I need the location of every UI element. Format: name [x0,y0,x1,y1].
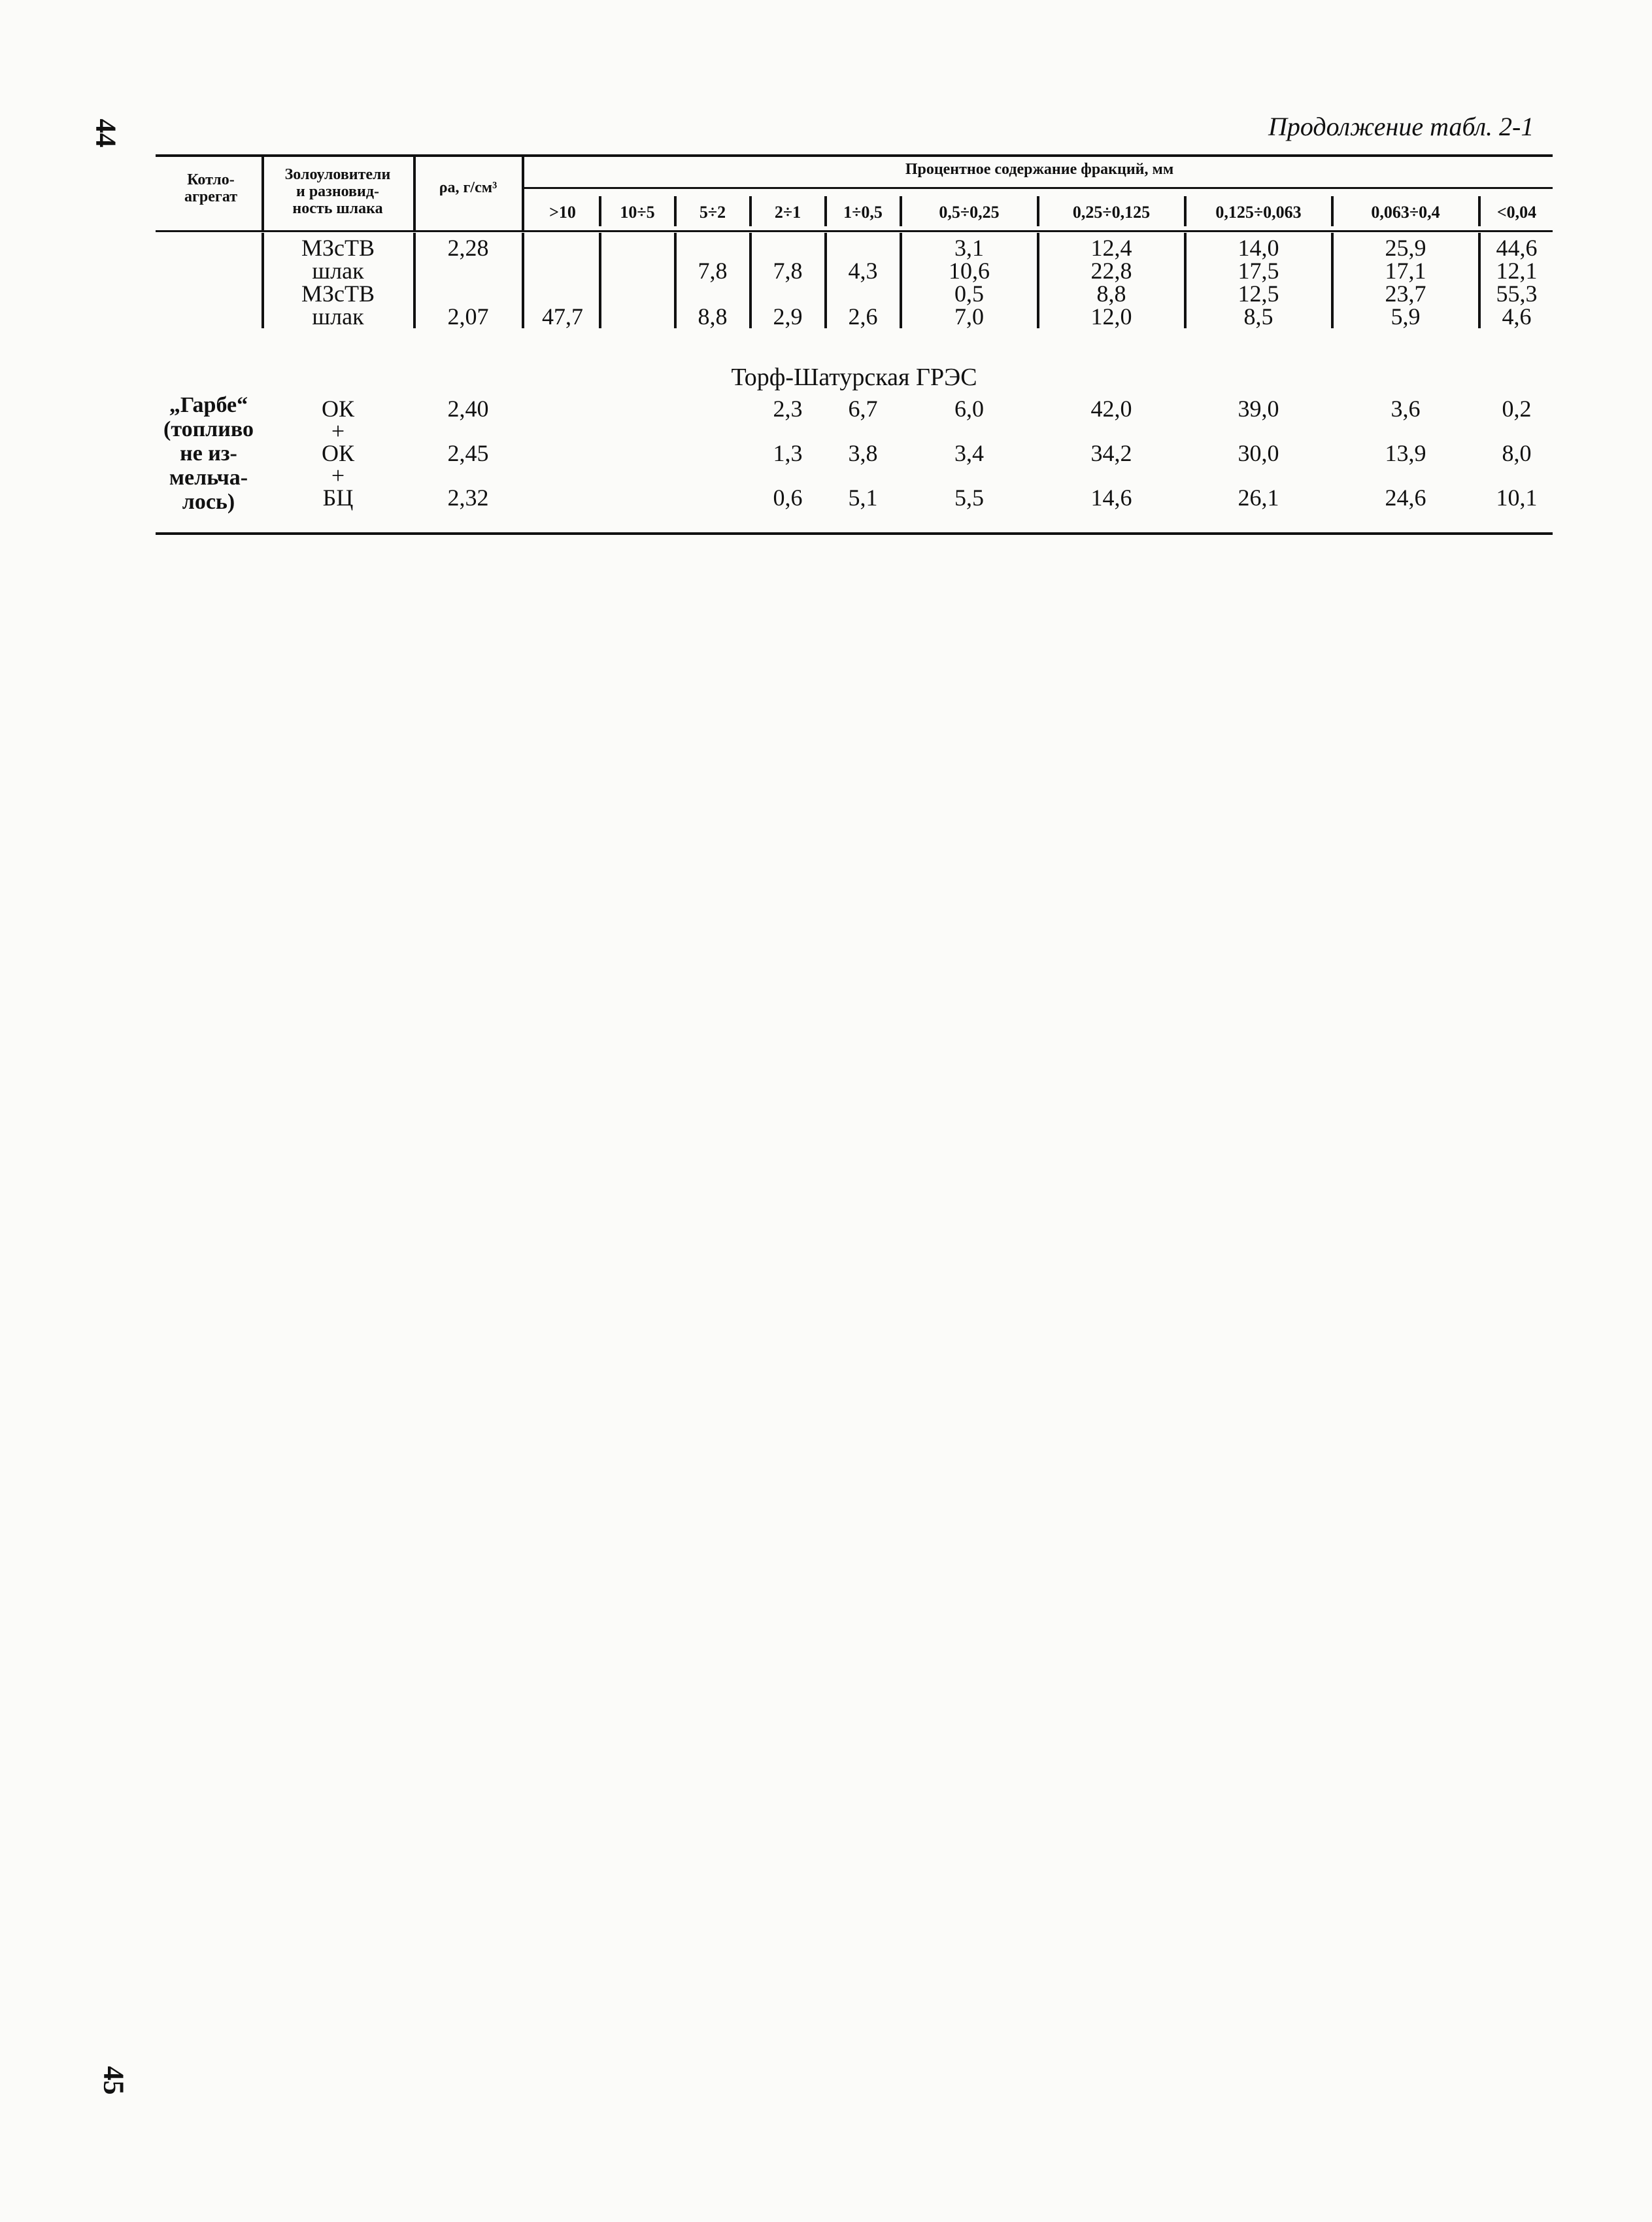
header-fraction-label: <0,04 [1496,203,1537,222]
column-divider [522,233,524,328]
header-fraction-divider [749,196,752,226]
header-fraction-label: 0,5÷0,25 [939,203,1000,222]
density-cell: 2,28 2,07 [447,235,489,330]
header-mid-rule [523,187,1553,189]
fraction-value-cell: 3,1 10,6 0,5 7,0 [949,235,990,330]
header-fraction-label: 0,25÷0,125 [1072,203,1151,222]
header-fraction-divider [1478,196,1481,226]
fraction-value-cell: 7,8 8,8 [698,258,728,330]
header-density: ρа, г/см³ [439,179,497,196]
header-fraction-divider [1037,196,1039,226]
header-fraction-label: 2÷1 [774,203,801,222]
header-fractions-title: Процентное содержание фракций, мм [905,161,1174,178]
fraction-value-cell: 14,0 17,5 12,5 8,5 [1238,235,1279,330]
header-fraction-divider [599,196,601,226]
continuation-caption: Продолжение табл. 2-1 [1268,112,1534,141]
fraction-value-cell: 25,9 17,1 23,7 5,9 [1385,235,1426,330]
header-fraction-label: >10 [549,203,576,222]
header-top-rule [156,154,1553,157]
header-fraction-divider [1331,196,1334,226]
fraction-value-cell: 7,8 2,9 [773,258,803,330]
header-column-divider [522,157,524,230]
fraction-value-cell: 3,6 13,9 24,6 [1385,396,1426,511]
header-fraction-divider [824,196,827,226]
page-number-bottom: 45 [97,2066,130,2095]
header-unit: Котло- агрегат [184,171,237,205]
fraction-value-cell: 44,6 12,1 55,3 4,6 [1496,235,1538,330]
collector-cell: МЗсТВ шлак МЗсТВ шлак [301,235,375,330]
header-fraction-label: 0,063÷0,4 [1371,203,1440,222]
fraction-value-cell: 2,3 1,3 0,6 [773,396,803,511]
fraction-value-cell: 47,7 [542,303,583,330]
fraction-value-cell: 4,3 2,6 [848,258,878,330]
header-fraction-divider [674,196,677,226]
column-divider [599,233,601,328]
header-collector: Золоуловители и разновид- ность шлака [284,166,391,217]
fraction-value-cell: 6,7 3,8 5,1 [848,396,878,511]
fraction-value-cell: 12,4 22,8 8,8 12,0 [1090,235,1132,330]
block-separator-rule [156,532,1553,535]
fraction-value-cell: 0,2 8,0 10,1 [1496,396,1538,511]
fraction-value-cell: 39,0 30,0 26,1 [1238,396,1279,511]
page-number-top: 44 [90,118,122,148]
header-fraction-divider [900,196,902,226]
header-fraction-label: 1÷0,5 [843,203,883,222]
fraction-value-cell: 42,0 34,2 14,6 [1090,396,1132,511]
collector-cell: ОК + ОК + БЦ [321,396,354,511]
header-column-divider [413,157,416,230]
density-cell: 2,40 2,45 2,32 [447,396,489,511]
header-bottom-rule [156,230,1553,232]
header-fraction-divider [1184,196,1187,226]
unit-label: „Гарбе“ (топливо не из- мельча- лось) [163,392,254,514]
header-column-divider [261,157,264,230]
header-fraction-label: 5÷2 [699,203,726,222]
header-fraction-label: 0,125÷0,063 [1215,203,1302,222]
section-heading: Торф-Шатурская ГРЭС [731,364,977,391]
fraction-value-cell: 6,0 3,4 5,5 [954,396,984,511]
header-fraction-label: 10÷5 [620,203,655,222]
